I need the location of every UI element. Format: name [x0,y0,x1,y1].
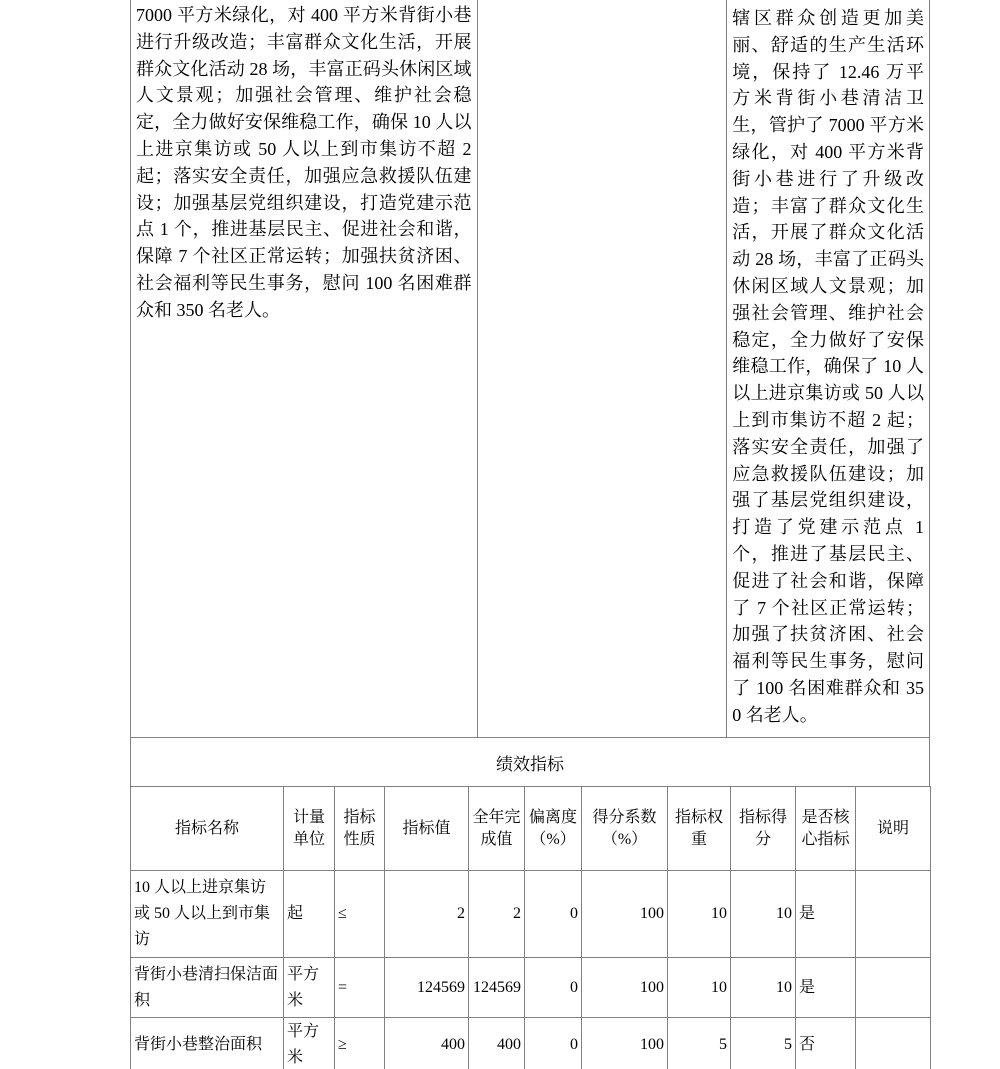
column-header-indicator-name: 指标名称 [131,787,284,871]
cell-score: 10 [731,958,796,1018]
cell-indicator-name: 背街小巷整治面积 [131,1018,284,1069]
column-header-target-value: 指标值 [385,787,469,871]
report-table-region [130,0,930,1069]
column-header-unit: 计量单位 [284,787,335,871]
cell-annual-value: 400 [469,1018,525,1069]
cell-score-coeff: 100 [582,958,668,1018]
cell-score: 10 [731,871,796,958]
cell-annual-value: 2 [469,871,525,958]
cell-unit: 起 [284,871,335,958]
summary-left-column [131,0,478,737]
indicator-table [130,786,931,1069]
summary-middle-column [478,0,728,737]
column-header-nature: 指标性质 [335,787,385,871]
cell-target-value: 2 [385,871,469,958]
performance-section-title-row [130,737,930,787]
performance-section-title: 绩效指标 [496,754,564,774]
summary-left-text: 7000 平方米绿化，对 400 平方米背街小巷进行升级改造；丰富群众文化生活，开展群众文化活动 28 场，丰富正码头休闲区域人文景观；加强社会管理、维护社会稳定，全力做好安保维稳工作，确保 10 人以上进京集访或 50 人以上到市集访不超 2 起；落实安全责任，加强应急救援队伍建设；加强基层党组织建设，打造党建示范点 1 个，推进基层民主、促进社会和谐，保障 7 个社区正常运转；加强扶贫济困、社会福利等民生事务，慰问 100 名困难群众和 350 名老人。 [136,5,472,320]
cell-core-indicator: 是 [796,871,856,958]
summary-middle-text [478,0,727,2]
table-row [131,871,931,958]
cell-note [856,958,931,1018]
column-header-core-indicator: 是否核心指标 [796,787,856,871]
summary-right-text: 辖区群众创造更加美丽、舒适的生产生活环境，保持了 12.46 万平方米背街小巷清洁卫生，管护了 7000 平方米绿化，对 400 平方米背街小巷进行了升级改造；丰富了群众文化生活，开展了群众文化活动 28 场，丰富了正码头休闲区域人文景观；加强社会管理、维护社会稳定，全力做好了安保维稳工作，确保了 10 人以上进京集访或 50 人以上到市集访不超 2 起；落实安全责任，加强了应急救援队伍建设；加强了基层党组织建设，打造了党建示范点 1 个，推进了基层民主、促进了社会和谐，保障了 7 个社区正常运转；加强了扶贫济困、社会福利等民生事务，慰问了 100 名困难群众和 350 名老人。 [732,8,924,725]
cell-nature: ≤ [335,871,385,958]
cell-deviation: 0 [525,958,582,1018]
cell-unit: 平方米 [284,958,335,1018]
cell-note [856,1018,931,1069]
cell-score-coeff: 100 [582,1018,668,1069]
table-row [131,958,931,1018]
cell-deviation: 0 [525,1018,582,1069]
cell-core-indicator: 是 [796,958,856,1018]
cell-score: 5 [731,1018,796,1069]
table-row [131,1018,931,1069]
cell-unit: 平方米 [284,1018,335,1069]
column-header-score: 指标得分 [731,787,796,871]
cell-score-coeff: 100 [582,871,668,958]
table-header-row [131,787,931,871]
column-header-deviation: 偏离度（%） [525,787,582,871]
column-header-weight: 指标权重 [668,787,731,871]
cell-weight: 10 [668,871,731,958]
cell-weight: 10 [668,958,731,1018]
column-header-annual-value: 全年完成值 [469,787,525,871]
cell-nature: = [335,958,385,1018]
cell-deviation: 0 [525,871,582,958]
cell-note [856,871,931,958]
cell-weight: 5 [668,1018,731,1069]
cell-indicator-name: 背街小巷清扫保洁面积 [131,958,284,1018]
summary-right-column [727,0,929,737]
cell-target-value: 124569 [385,958,469,1018]
cell-nature: ≥ [335,1018,385,1069]
summary-section [130,0,930,737]
cell-core-indicator: 否 [796,1018,856,1069]
cell-target-value: 400 [385,1018,469,1069]
column-header-note: 说明 [856,787,931,871]
cell-annual-value: 124569 [469,958,525,1018]
cell-indicator-name: 10 人以上进京集访或 50 人以上到市集访 [131,871,284,958]
column-header-score-coeff: 得分系数（%） [582,787,668,871]
